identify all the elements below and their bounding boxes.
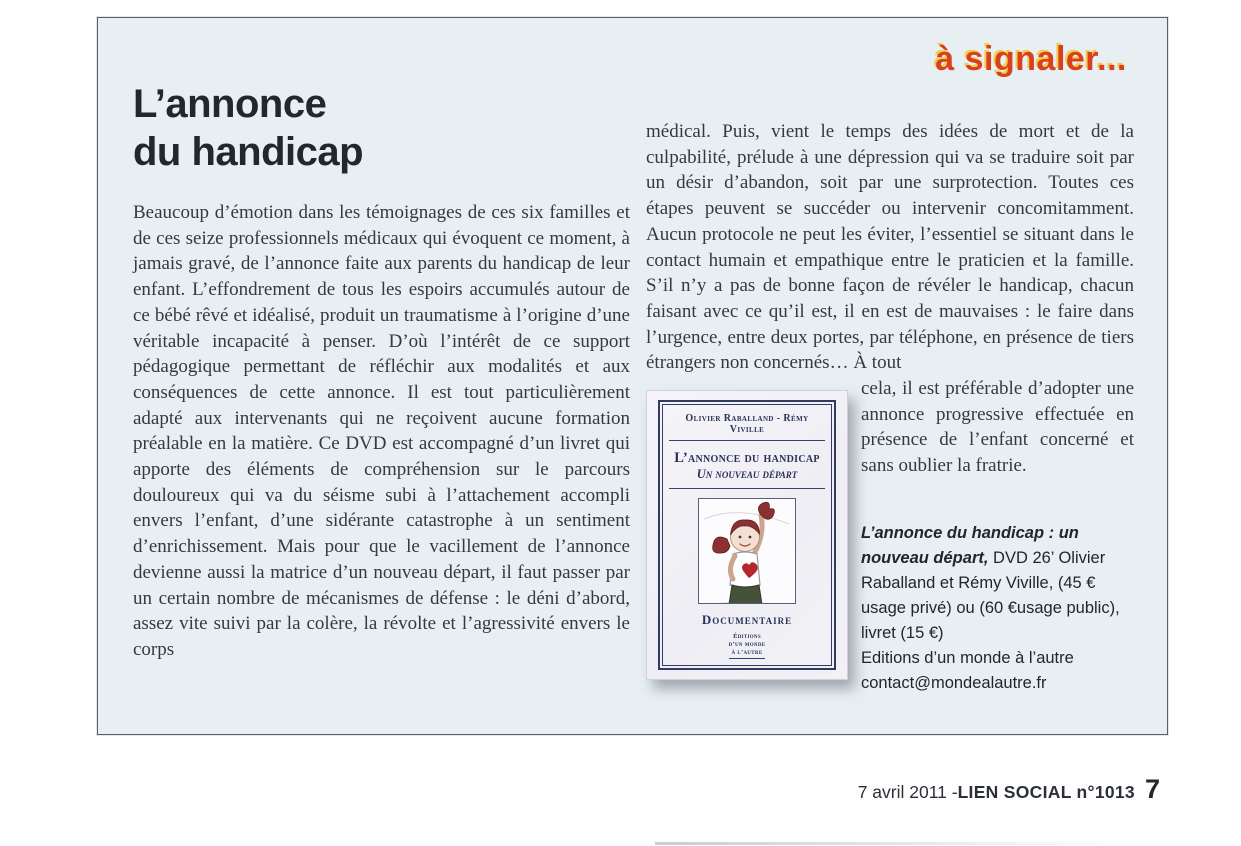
article-text-left: Beaucoup d’émotion dans les témoignages de ces six familles et de ces seize professionnels médicaux qui évoquent ce moment, à jamais gravé, de l’annonce faite aux parents du handicap de leur enfant. L’effondrement de tous les espoirs accumulés autour de ce bébé rêvé et idéalisé, produit un traumatisme à l’origine d’une véritable incapacité à penser. D’où l’intérêt de ce support pédagogique permettant de réfléchir aux modalités et aux conséquences de cette annonce. Il est tout particulièrement adapté aux intervenants qui ne reçoivent aucune formation préalable en la matière. Ce DVD est accompagné d’un livret qui apporte des éléments de compréhension sur le parcours douloureux qui va du séisme subi à l’attachement accompli envers l’enfant, d’une sidérante catastrophe à un sentiment d’enrichissement. Mais pour que le vacillement de l’annonce devienne aussi la matrice d’un nouveau départ, il faut passer par un certain nombre de mécanismes de défense : le déni d’abord, assez vite suivi par la colère, la révolte et l’agressivité envers le corps xyxy=(133,202,630,660)
media-row xyxy=(646,376,1134,696)
caption-contact-email: contact@mondealautre.fr xyxy=(861,673,1047,692)
publisher-line1: Éditions xyxy=(733,633,761,641)
publisher-line2: d’un monde xyxy=(728,641,766,649)
page-title xyxy=(133,80,363,176)
dvd-cover-genre: Documentaire xyxy=(701,612,793,628)
caption-publisher: Editions d’un monde à l’autre xyxy=(861,648,1074,667)
article-panel xyxy=(97,17,1168,735)
dvd-cover-frame xyxy=(658,400,836,670)
publisher-line3: à l’autre xyxy=(729,649,766,659)
dvd-cover xyxy=(646,390,848,680)
dvd-cover-authors: Olivier Raballand - Rémy Viville xyxy=(669,413,825,441)
girl-illustration-icon xyxy=(699,499,795,604)
page-title-line1: L’annonce xyxy=(133,82,327,126)
article-column-left xyxy=(133,200,630,663)
footer-date: 7 avril 2011 - xyxy=(857,782,958,802)
page-title-line2: du handicap xyxy=(133,130,364,174)
caption-details: DVD 26’ Olivier Raballand et Rémy Viville, (45 € usage privé) ou (60 €usage public), livret (15 €) xyxy=(861,548,1120,642)
page-number: 7 xyxy=(1144,774,1160,804)
publisher-logo xyxy=(729,633,766,659)
article-column-right xyxy=(646,119,1134,696)
dvd-cover-subtitle: Un nouveau départ xyxy=(669,467,825,489)
text-beside-cover xyxy=(861,376,1134,696)
dvd-cover-illustration xyxy=(698,498,796,604)
footer-journal-name: LIEN SOCIAL n°1013 xyxy=(957,782,1135,802)
section-label: à signaler... xyxy=(935,40,1127,78)
page-footer xyxy=(858,774,1160,805)
caption-title: L’annonce du handicap : un nouveau départ, xyxy=(861,523,1079,567)
dvd-cover-title: L’annonce du handicap xyxy=(674,450,820,467)
article-text-right-narrow: cela, il est préférable d’adopter une annonce progressive effectuée en présence de l’enfant concerné et sans oublier la fratrie. xyxy=(861,378,1134,477)
scan-artifact xyxy=(655,842,1133,845)
article-text-right-top: médical. Puis, vient le temps des idées de mort et de la culpabilité, prélude à une dépression qui va se traduire soit par un désir d’abandon, soit par une surprotection. Toutes ces étapes peuvent se succéder ou intervenir concomitamment. Aucun protocole ne peut les éviter, l’essentiel se situant dans le contact humain et empathique entre le praticien et la famille. S’il n’y a pas de bonne façon de révéler le handicap, chacun faisant avec ce qu’il est, il en est de mauvaises : le faire dans l’urgence, entre deux portes, par téléphone, en présence de tiers étrangers non concernés… À tout xyxy=(646,121,1134,374)
dvd-caption xyxy=(861,521,1134,696)
